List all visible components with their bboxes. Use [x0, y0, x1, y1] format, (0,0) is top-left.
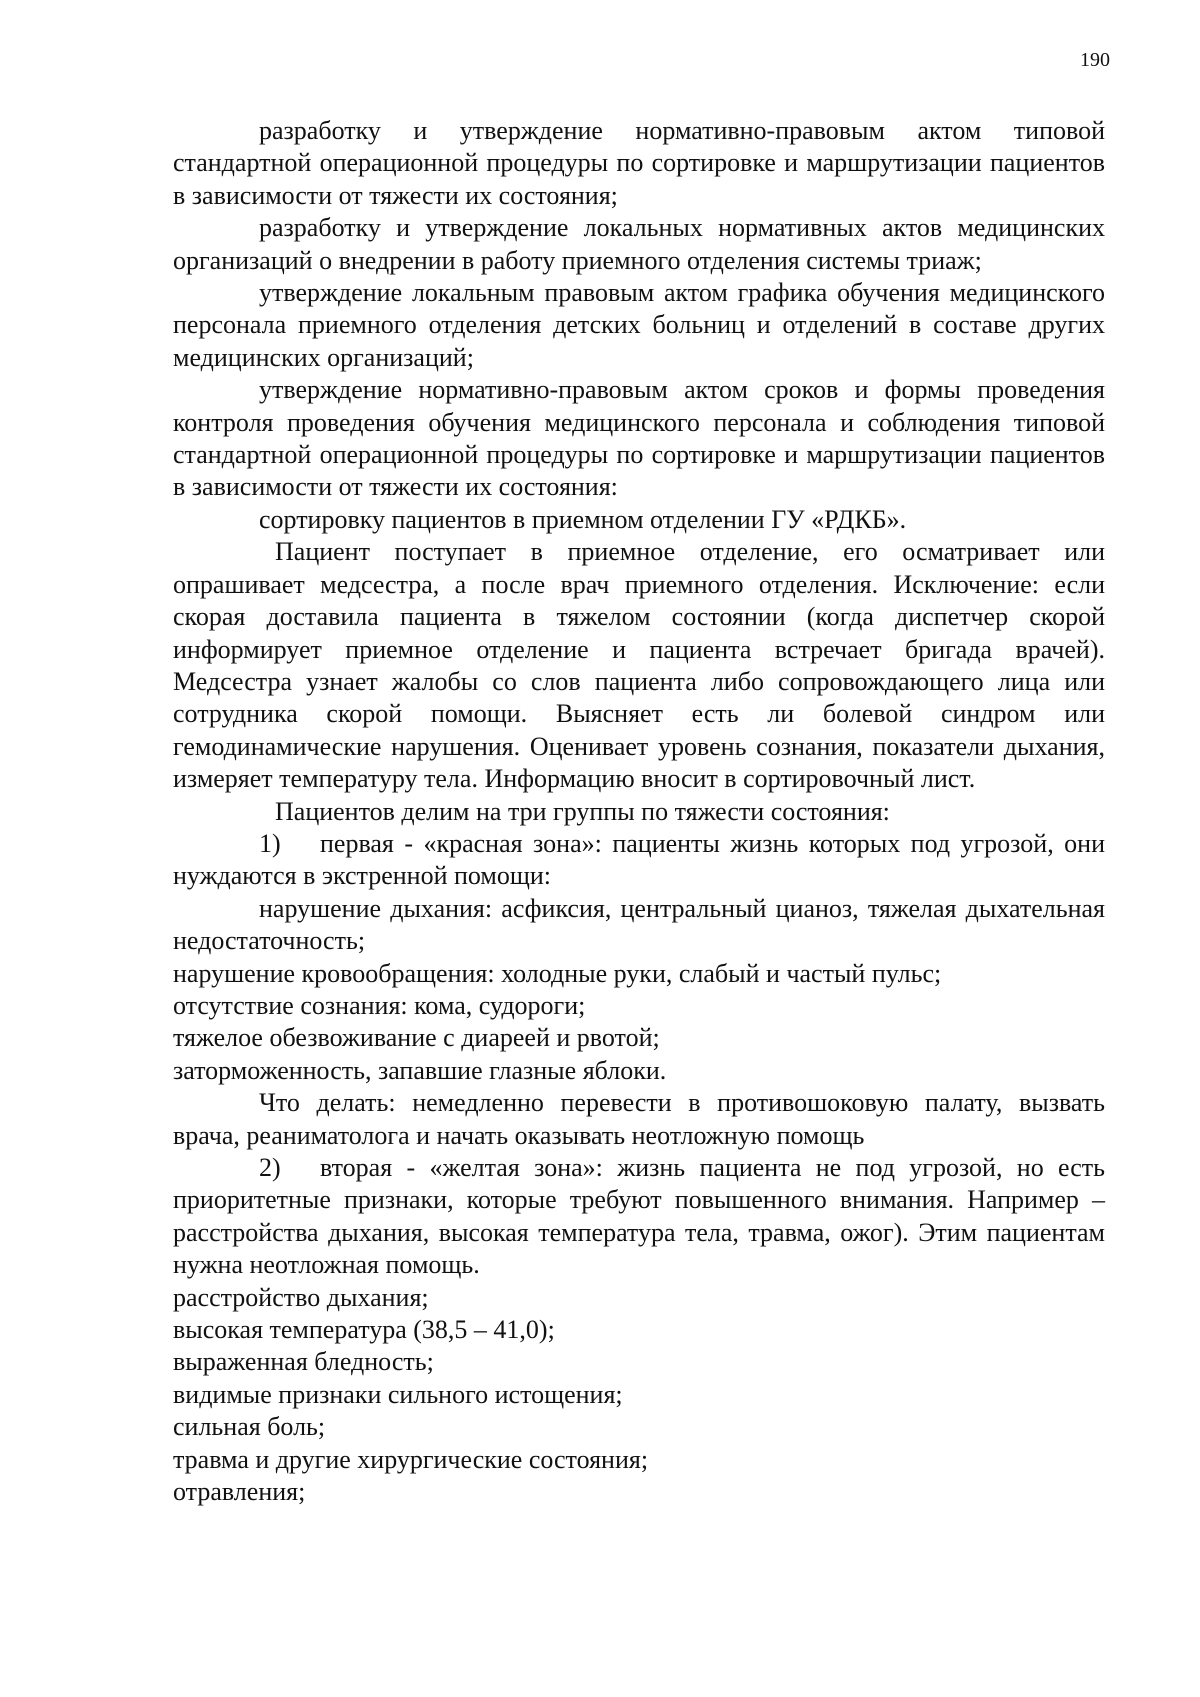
paragraph: разработку и утверждение локальных нормативных актов медицинских организаций о внедрении в работу приемного отделения системы триаж;: [173, 213, 1105, 275]
paragraph: нарушение дыхания: асфиксия, центральный цианоз, тяжелая дыхательная недостаточность;: [173, 893, 1105, 956]
paragraph: Что делать: немедленно перевести в противошоковую палату, вызвать врача, реаниматолога и начать оказывать неотложную помощь: [173, 1088, 1105, 1150]
paragraph: Пациент поступает в приемное отделение, его осматривает или опрашивает медсестра, а после врач приемного отделения. Исключение: если скорая доставила пациента в тяжелом состоянии (когда диспетчер скорой информирует приемное отделение и пациента встречает бригада врачей). Медсестра узнает жалобы со слов пациента либо сопровождающего лица или сотрудника скорой помощи. Выясняет есть ли болевой синдром или гемодинамические нарушения. Оценивает уровень сознания, показатели дыхания, измеряет температуру тела. Информацию вносит в сортировочный лист.: [173, 537, 1105, 794]
list-line: отсутствие сознания: кома, судороги;: [173, 990, 586, 1020]
paragraph: разработку и утверждение нормативно-правовым актом типовой стандартной операционной процедуры по сортировке и маршрутизации пациентов в зависимости от тяжести их состояния;: [173, 116, 1105, 210]
list-line: выраженная бледность;: [173, 1347, 434, 1377]
list-line: сильная боль;: [173, 1412, 326, 1442]
paragraph: утверждение нормативно-правовым актом сроков и формы проведения контроля проведения обучения медицинского персонала и соблюдения типовой стандартной операционной процедуры по сортировке и маршрутизации пациентов в зависимости от тяжести их состояния:: [173, 375, 1105, 502]
list-line: нарушение кровообращения: холодные руки, слабый и частый пульс;: [173, 958, 942, 988]
paragraph: утверждение локальным правовым актом графика обучения медицинского персонала приемного отделения детских больниц и отделений в составе других медицинских организаций;: [173, 278, 1105, 372]
paragraph: сортировку пациентов в приемном отделении ГУ «РДКБ».: [259, 504, 907, 534]
paragraph: Пациентов делим на три группы по тяжести состояния:: [275, 796, 890, 826]
list-line: тяжелое обезвоживание с диареей и рвотой;: [173, 1023, 660, 1053]
item-number: 2): [259, 1153, 281, 1182]
list-line: травма и другие хирургические состояния;: [173, 1444, 649, 1474]
list-line: расстройство дыхания;: [173, 1282, 429, 1312]
list-line: заторможенность, запавшие глазные яблоки.: [173, 1055, 667, 1085]
document-body: [173, 115, 1105, 1508]
item-text: первая - «красная зона»: пациенты жизнь которых под угрозой, они нуждаются в экстренной помощи:: [173, 828, 1105, 891]
numbered-item-1: [173, 828, 1105, 893]
list-line: высокая температура (38,5 – 41,0);: [173, 1315, 555, 1345]
item-text: вторая - «желтая зона»: жизнь пациента не под угрозой, но есть приоритетные признаки, которые требуют повышенного внимания. Например – расстройства дыхания, высокая температура тела, травма, ожог). Этим пациентам нужна неотложная помощь.: [173, 1153, 1105, 1280]
item-number: 1): [259, 828, 281, 858]
list-line: отравления;: [173, 1477, 306, 1507]
list-line: видимые признаки сильного истощения;: [173, 1379, 623, 1409]
page-number: 190: [1080, 49, 1110, 71]
numbered-item-2: [173, 1152, 1105, 1282]
